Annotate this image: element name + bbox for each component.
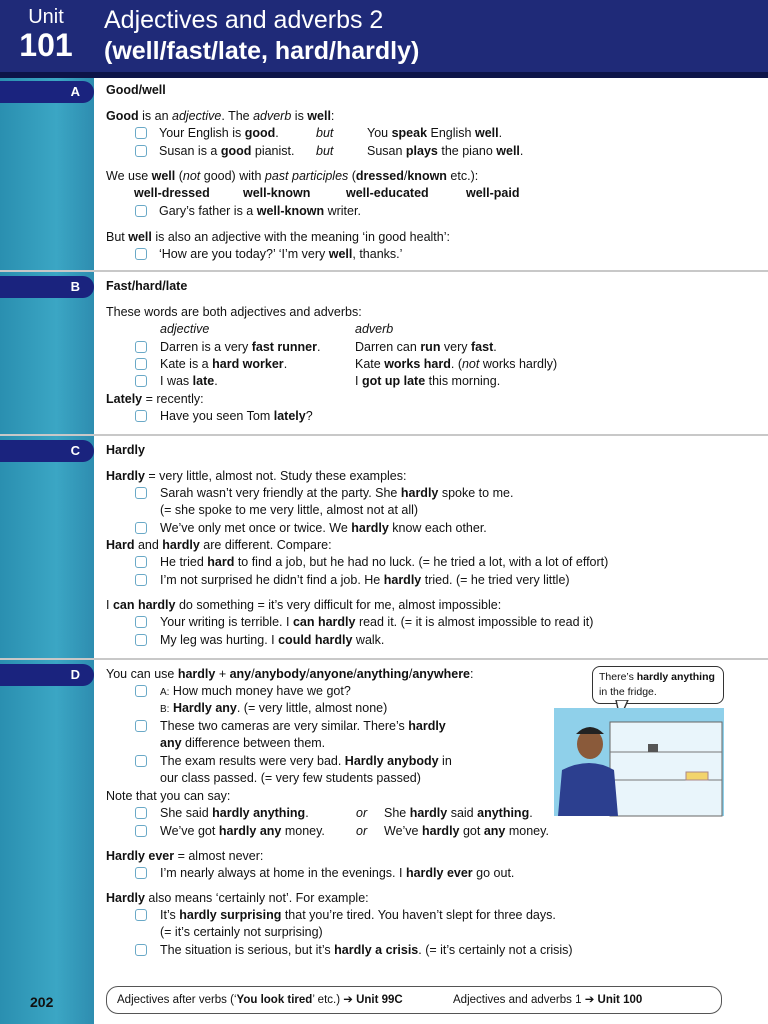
bullet-icon: [135, 755, 147, 767]
example-sentence: Susan plays the piano well.: [367, 144, 524, 158]
bullet-icon: [135, 634, 147, 646]
bullet-icon: [135, 685, 147, 697]
section-divider: [0, 434, 768, 436]
example-sentence: The situation is serious, but it’s hardly a crisis. (= it’s certainly not a crisis): [160, 943, 573, 957]
bullet-icon: [135, 556, 147, 568]
but-label: but: [316, 144, 334, 158]
example-sentence: Kate is a hard worker.: [160, 357, 288, 371]
bullet-icon: [135, 574, 147, 586]
example-sentence: My leg was hurting. I could hardly walk.: [160, 633, 385, 647]
sentence: I can hardly do something = it’s very difficult for me, almost impossible:: [106, 598, 502, 612]
section-c-heading: Hardly: [106, 443, 145, 457]
bullet-icon: [135, 341, 147, 353]
example-sentence: You speak English well.: [367, 126, 503, 140]
bullet-icon: [135, 522, 147, 534]
example-sentence: We’ve hardly got any money.: [384, 824, 549, 838]
sentence: We use well (not good) with past participles (dressed/known etc.):: [106, 169, 479, 183]
sentence: But well is also an adjective with the meaning ‘in good health’:: [106, 230, 450, 244]
section-tab-d: D: [0, 664, 94, 686]
section-tab-c: C: [0, 440, 94, 462]
bullet-icon: [135, 944, 147, 956]
example-sentence: He tried hard to find a job, but he had no luck. (= he tried a lot, with a lot of effort): [160, 555, 609, 569]
explanation: (= it’s certainly not surprising): [160, 925, 323, 939]
example-sentence: These two cameras are very similar. There’s hardly: [160, 719, 446, 733]
sentence: Hardly ever = almost never:: [106, 849, 264, 863]
or-label: or: [356, 824, 368, 838]
speech-bubble: There’s hardly anything in the fridge.: [592, 666, 724, 704]
example-sentence: It’s hardly surprising that you’re tired. You haven’t slept for three days.: [160, 908, 556, 922]
bullet-icon: [135, 867, 147, 879]
unit-badge: [0, 0, 92, 72]
section-divider: [0, 270, 768, 272]
sentence: Hardly also means ‘certainly not’. For example:: [106, 891, 369, 905]
example-sentence: Kate works hard. (not works hardly): [355, 357, 558, 371]
bullet-icon: [135, 205, 147, 217]
example-sentence: She hardly said anything.: [384, 806, 533, 820]
bullet-icon: [135, 909, 147, 921]
example-sentence: Have you seen Tom lately?: [160, 409, 313, 423]
bullet-icon: [135, 720, 147, 732]
section-divider: [0, 658, 768, 660]
bullet-icon: [135, 248, 147, 260]
but-label: but: [316, 126, 334, 140]
fridge-illustration: [554, 700, 726, 818]
example-sentence: Your English is good.: [159, 126, 279, 140]
compound-adjective: well-dressed: [134, 186, 210, 200]
example-sentence: ‘How are you today?’ ‘I’m very well, thanks.’: [159, 247, 403, 261]
bullet-icon: [135, 487, 147, 499]
example-sentence: any difference between them.: [160, 736, 326, 750]
or-label: or: [356, 806, 368, 820]
unit-word: Unit: [28, 6, 64, 28]
page-number: 202: [30, 994, 54, 1010]
section-a-heading: Good/well: [106, 83, 166, 97]
unit-title-line2: (well/fast/late, hard/hardly): [104, 37, 420, 65]
example-sentence: Darren is a very fast runner.: [160, 340, 321, 354]
example-sentence: We’ve only met once or twice. We hardly know each other.: [160, 521, 487, 535]
sentence: These words are both adjectives and adverbs:: [106, 305, 362, 319]
sentence: Note that you can say:: [106, 789, 231, 803]
section-tab-a: A: [0, 81, 94, 103]
dialogue-line: B: Hardly any. (= very little, almost none): [160, 701, 388, 715]
cross-reference-box: [106, 986, 722, 1014]
sidebar-stripe: [0, 78, 94, 1024]
cross-reference-link[interactable]: Adjectives and adverbs 1 ➔ Unit 100: [453, 994, 643, 1006]
compound-adjective: well-known: [243, 186, 311, 200]
bullet-icon: [135, 616, 147, 628]
header-underline: [0, 72, 768, 78]
unit-title-line1: Adjectives and adverbs 2: [104, 6, 384, 34]
bullet-icon: [135, 127, 147, 139]
example-sentence: We’ve got hardly any money.: [160, 824, 325, 838]
dialogue-line: A: How much money have we got?: [160, 684, 351, 698]
fridge-item-icon: [648, 744, 658, 752]
sentence: Good is an adjective. The adverb is well:: [106, 109, 335, 123]
column-label-adjective: adjective: [160, 322, 210, 336]
compound-adjective: well-paid: [466, 186, 520, 200]
unit-number: 101: [19, 27, 73, 63]
section-tab-b: B: [0, 276, 94, 298]
bullet-icon: [135, 375, 147, 387]
example-sentence: I was late.: [160, 374, 218, 388]
example-sentence: The exam results were very bad. Hardly anybody in: [160, 754, 452, 768]
sentence: Hardly = very little, almost not. Study these examples:: [106, 469, 407, 483]
example-sentence: Susan is a good pianist.: [159, 144, 295, 158]
example-sentence: I’m not surprised he didn’t find a job. He hardly tried. (= he tried very little): [160, 573, 570, 587]
compound-adjective: well-educated: [346, 186, 429, 200]
example-sentence: Sarah wasn’t very friendly at the party. She hardly spoke to me.: [160, 486, 514, 500]
cross-reference-link[interactable]: Adjectives after verbs (‘You look tired’ etc.) ➔ Unit 99C: [117, 994, 403, 1006]
example-sentence: Your writing is terrible. I can hardly read it. (= it is almost impossible to read it): [160, 615, 594, 629]
bullet-icon: [135, 358, 147, 370]
bullet-icon: [135, 145, 147, 157]
bullet-icon: [135, 807, 147, 819]
sentence: Lately = recently:: [106, 392, 204, 406]
explanation: (= she spoke to me very little, almost not at all): [160, 503, 419, 517]
example-sentence: I’m nearly always at home in the evenings. I hardly ever go out.: [160, 866, 515, 880]
example-sentence: Darren can run very fast.: [355, 340, 497, 354]
bullet-icon: [135, 410, 147, 422]
column-label-adverb: adverb: [355, 322, 394, 336]
man-body-icon: [558, 763, 618, 816]
butter-icon: [686, 772, 708, 780]
example-sentence: our class passed. (= very few students passed): [160, 771, 421, 785]
sentence: You can use hardly + any/anybody/anyone/anything/anywhere:: [106, 667, 474, 681]
example-sentence: I got up late this morning.: [355, 374, 501, 388]
example-sentence: She said hardly anything.: [160, 806, 309, 820]
bullet-icon: [135, 825, 147, 837]
sentence: Hard and hardly are different. Compare:: [106, 538, 332, 552]
fridge-icon: [610, 722, 722, 816]
section-b-heading: Fast/hard/late: [106, 279, 188, 293]
example-sentence: Gary’s father is a well-known writer.: [159, 204, 361, 218]
